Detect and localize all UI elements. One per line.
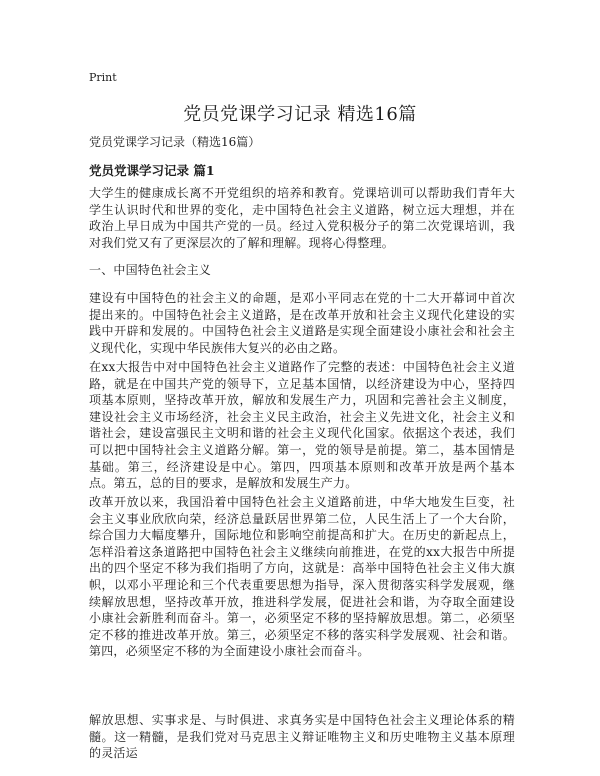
section-heading: 党员党课学习记录 篇1	[89, 163, 215, 178]
paragraph: 改革开放以来，我国沿着中国特色社会主义道路前进，中华大地发生巨变，社会主义事业欣欣向荣，经济总量跃居世界第二位，人民生活上了一个大台阶，综合国力大幅度攀升，国际地位和影响空前提高和扩大。在历史的新起点上，怎样沿着这条道路把中国特色社会主义继续向前推进，在党的xx大报告中所提出的四个坚定不移为我们指明了方向，这就是：高举中国特色社会主义伟大旗帜，以邓小平理论和三个代表重要思想为指导，深入贯彻落实科学发展观，继续解放思想，坚持改革开放，推进科学发展，促进社会和谐，为夺取全面建设小康社会新胜利而奋斗。第一，必须坚定不移的坚持解放思想。第二，必须坚定不移的推进改革开放。第三，必须坚定不移的落实科学发展观、社会和谐。第四，必须坚定不移的为全面建设小康社会而奋斗。	[89, 495, 515, 659]
paragraph: 在xx大报告中对中国特色社会主义道路作了完整的表述：中国特色社会主义道路，就是在中国共产党的领导下，立足基本国情，以经济建设为中心，坚持四项基本原则，坚持改革开放，解放和发展生产力，巩固和完善社会主义制度，建设社会主义市场经济，社会主义民主政治，社会主义先进文化，社会主义和谐社会，建设富强民主文明和谐的社会主义现代化国家。依据这个表述，我们可以把中国特社会主义道路分解。第一，党的领导是前提。第二，基本国情是基础。第三，经济建设是中心。第四，四项基本原则和改革开放是两个基本点。第五，总的目的要求，是解放和发展生产力。	[89, 360, 515, 491]
paragraph: 解放思想、实事求是、与时俱进、求真务实是中国特色社会主义理论体系的精髓。这一精髓，是我们党对马克思主义辩证唯物主义和历史唯物主义基本原理的灵活运	[89, 713, 515, 761]
paragraph: 大学生的健康成长离不开党组织的培养和教育。党课培训可以帮助我们青年大学生认识时代和世界的变化，走中国特色社会主义道路，树立远大理想，并在政治上早日成为中国共产党的一员。经过入党积极分子的第二次党课培训，我对我们党又有了更深层次的了解和理解。现将心得整理。	[89, 186, 515, 250]
paragraph: 建设有中国特色的社会主义的命题，是邓小平同志在党的十二大开幕词中首次提出来的。中国特色社会主义道路，是在改革开放和社会主义现代化建设的实践中开辟和发展的。中国特色社会主义道路是实现全面建设小康社会和社会主义现代化，实现中华民族伟大复兴的必由之路。	[89, 291, 515, 355]
print-link[interactable]: Print	[89, 71, 117, 84]
document-subtitle: 党员党课学习记录（精选16篇）	[89, 135, 261, 149]
subsection-heading: 一、中国特色社会主义	[89, 263, 212, 277]
document-title: 党员党课学习记录 精选16篇	[183, 104, 417, 125]
